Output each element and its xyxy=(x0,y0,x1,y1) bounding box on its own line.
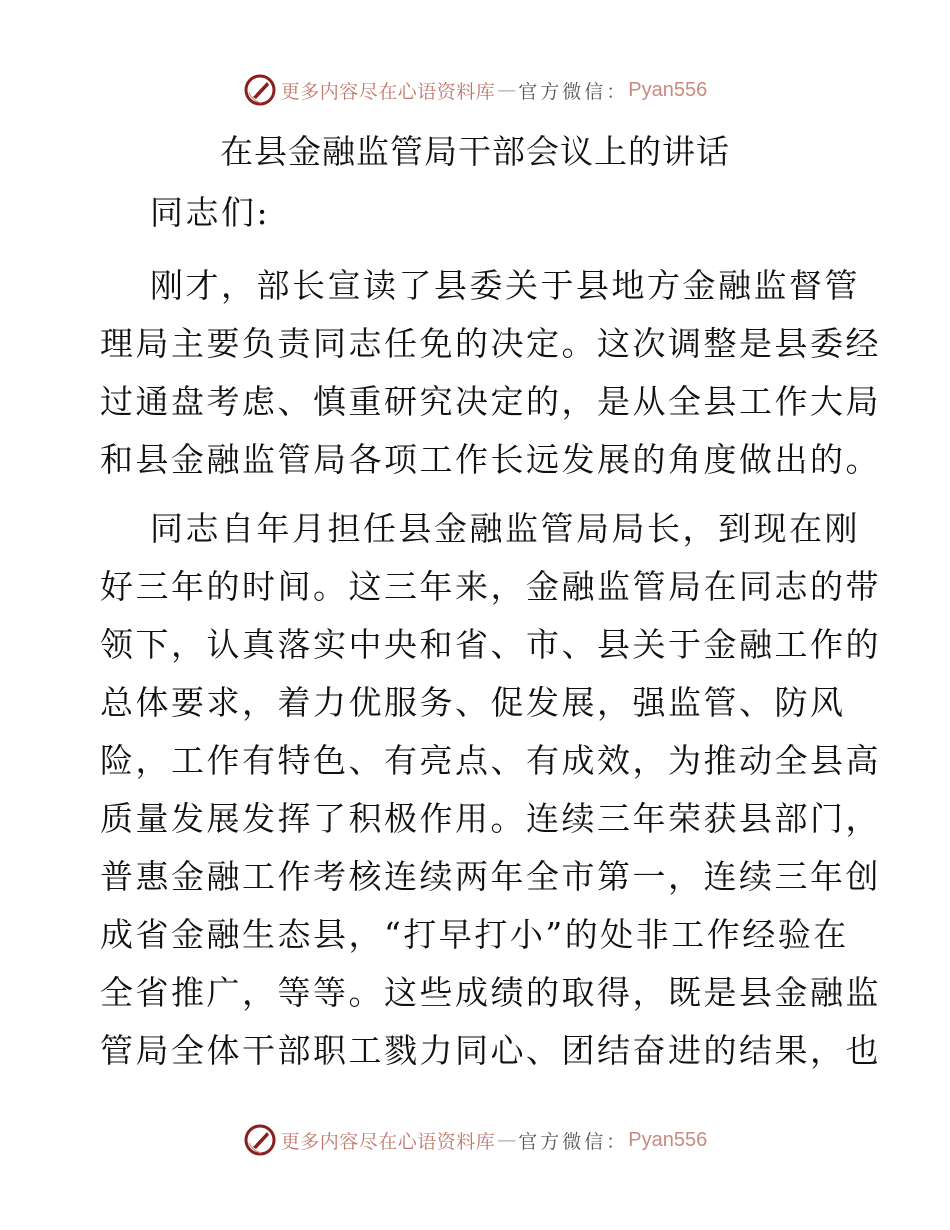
footer-watermark-banner xyxy=(0,1120,950,1160)
paragraph-line: 过通盘考虑、慎重研究决定的，是从全县工作大局 xyxy=(100,382,881,421)
salutation xyxy=(100,184,854,242)
quill-pen-logo-icon xyxy=(243,73,277,107)
paragraph-line: 和县金融监管局各项工作长远发展的角度做出的。 xyxy=(100,440,881,479)
quill-pen-logo-icon xyxy=(243,1123,277,1157)
banner-dash: — xyxy=(497,1129,517,1151)
paragraph-line: 管局全体干部职工戮力同心、团结奋进的结果，也 xyxy=(100,1031,881,1070)
promo-text: 更多内容尽在心语资料库 xyxy=(280,80,496,103)
wechat-label: 官方微信： xyxy=(518,1130,629,1153)
paragraph-line: 险，工作有特色、有亮点、有成效，为推动全县高 xyxy=(100,741,881,780)
paragraph-line: 全省推广，等等。这些成绩的取得，既是县金融监 xyxy=(100,973,881,1012)
document-title: 在县金融监管局干部会议上的讲话 xyxy=(220,132,730,171)
paragraph-line: 同志自年月担任县金融监管局局长，到现在刚 xyxy=(150,509,860,548)
banner-dash: — xyxy=(497,79,517,101)
paragraph-line: 理局主要负责同志任免的决定。这次调整是县委经 xyxy=(100,324,881,363)
paragraph-line: 刚才，部长宣读了县委关于县地方金融监督管 xyxy=(150,266,860,305)
header-watermark-banner xyxy=(0,70,950,110)
wechat-id: Pyan556 xyxy=(628,1128,708,1151)
salutation-text: 同志们: xyxy=(150,193,271,232)
paragraph-line: 成省金融生态县，“打早打小”的处非工作经验在 xyxy=(100,915,849,954)
paragraph-line: 总体要求，着力优服务、促发展，强监管、防风 xyxy=(100,683,846,722)
promo-text: 更多内容尽在心语资料库 xyxy=(280,1130,496,1153)
paragraph-2 xyxy=(100,500,881,1080)
paragraph-1 xyxy=(100,257,881,489)
paragraph-line: 领下，认真落实中央和省、市、县关于金融工作的 xyxy=(100,625,881,664)
paragraph-line: 普惠金融工作考核连续两年全市第一，连续三年创 xyxy=(100,857,881,896)
paragraph-line: 好三年的时间。这三年来，金融监管局在同志的带 xyxy=(100,567,881,606)
paragraph-line: 质量发展发挥了积极作用。连续三年荣获县部门， xyxy=(100,799,881,838)
wechat-id: Pyan556 xyxy=(628,78,708,101)
wechat-label: 官方微信： xyxy=(518,80,629,103)
